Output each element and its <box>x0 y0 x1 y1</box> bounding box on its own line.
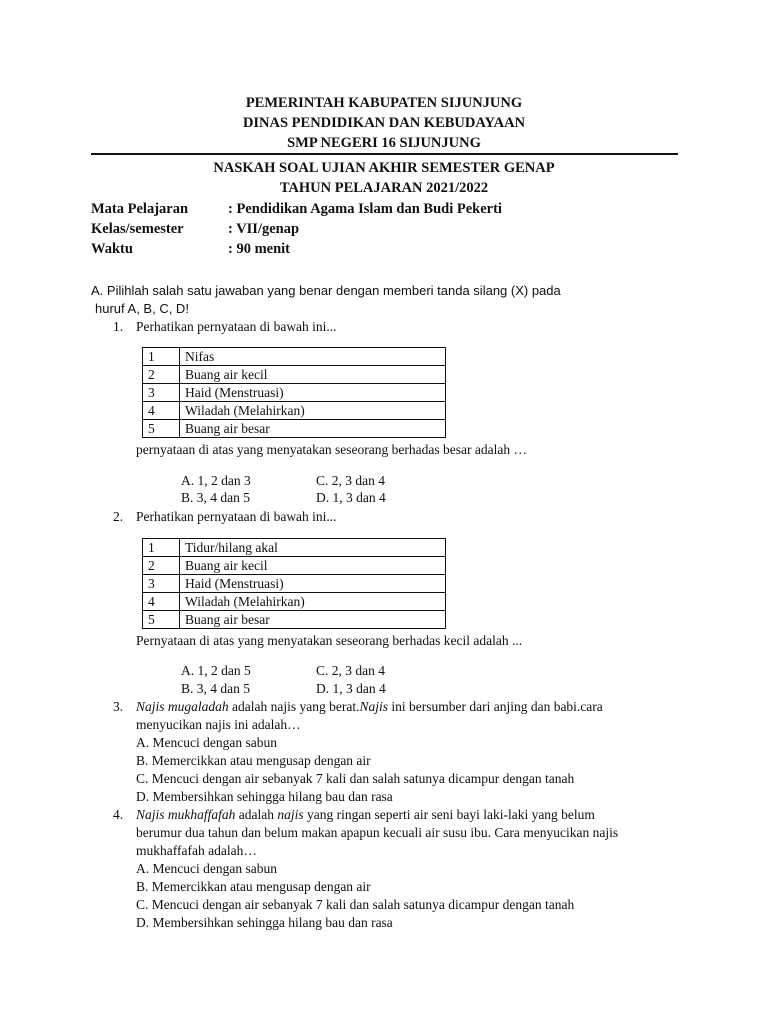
academic-year: TAHUN PELAJARAN 2021/2022 <box>279 180 489 196</box>
row-text: Buang air kecil <box>180 557 446 575</box>
dept-heading: DINAS PENDIDIKAN DAN KEBUDAYAAN <box>242 115 526 131</box>
row-text: Buang air besar <box>180 420 446 438</box>
q4-option-b[interactable]: B. Memercikkan atau mengusap dengan air <box>136 879 371 894</box>
table-row <box>143 348 446 366</box>
q2-option-d[interactable]: D. 1, 3 dan 4 <box>316 681 386 696</box>
q3-number: 3. <box>113 699 124 714</box>
q2-table <box>142 538 446 629</box>
q2-option-a[interactable]: A. 1, 2 dan 5 <box>181 663 251 678</box>
row-text: Wiladah (Melahirkan) <box>180 402 446 420</box>
row-text: Haid (Menstruasi) <box>180 384 446 402</box>
q1-prompt: Perhatikan pernyataan di bawah ini... <box>136 319 337 334</box>
header-divider <box>91 153 678 155</box>
row-number: 4 <box>143 402 180 420</box>
q1-option-d[interactable]: D. 1, 3 dan 4 <box>316 490 386 505</box>
q2-prompt: Perhatikan pernyataan di bawah ini... <box>136 509 337 524</box>
q4-line-2: berumur dua tahun dan belum makan apapun kecuali air susu ibu. Cara menyucikan najis <box>136 825 619 840</box>
q4-term-1: Najis mukhaffafah <box>136 807 236 822</box>
meta-class-label: Kelas/semester <box>91 221 184 237</box>
govt-heading: PEMERINTAH KABUPATEN SIJUNJUNG <box>245 95 523 111</box>
q3-option-c[interactable]: C. Mencuci dengan air sebanyak 7 kali dan salah satunya dicampur dengan tanah <box>136 771 575 786</box>
q2-option-c[interactable]: C. 2, 3 dan 4 <box>316 663 385 678</box>
q4-line-3: mukhaffafah adalah… <box>136 843 257 858</box>
q3-option-a[interactable]: A. Mencuci dengan sabun <box>136 735 277 750</box>
q3-line-1 <box>136 698 603 716</box>
q1-stem: pernyataan di atas yang menyatakan seseorang berhadas besar adalah … <box>136 442 527 457</box>
row-number: 2 <box>143 366 180 384</box>
table-row <box>143 575 446 593</box>
meta-subject-value: : Pendidikan Agama Islam dan Budi Pekerti <box>228 201 502 217</box>
q3-option-b[interactable]: B. Memercikkan atau mengusap dengan air <box>136 753 371 768</box>
row-text: Wiladah (Melahirkan) <box>180 593 446 611</box>
meta-time-value: : 90 menit <box>228 241 291 257</box>
instruction-line-1: A. Pilihlah salah satu jawaban yang benar dengan memberi tanda silang (X) pada <box>91 283 561 298</box>
instruction-line-2: huruf A, B, C, D! <box>95 301 189 316</box>
q4-option-d[interactable]: D. Membersihkan sehingga hilang bau dan rasa <box>136 915 393 930</box>
q4-option-c[interactable]: C. Mencuci dengan air sebanyak 7 kali dan salah satunya dicampur dengan tanah <box>136 897 575 912</box>
q2-number: 2. <box>113 509 124 524</box>
q3-term-1: Najis mugaladah <box>136 699 229 714</box>
row-text: Tidur/hilang akal <box>180 539 446 557</box>
row-number: 1 <box>143 539 180 557</box>
meta-time-label: Waktu <box>91 241 133 257</box>
q3-part-2: ini bersumber dari anjing dan babi.cara <box>387 699 603 714</box>
row-number: 5 <box>143 420 180 438</box>
table-row <box>143 593 446 611</box>
table-row <box>143 420 446 438</box>
q1-number: 1. <box>113 319 124 334</box>
q1-option-c[interactable]: C. 2, 3 dan 4 <box>316 473 385 488</box>
meta-subject-label: Mata Pelajaran <box>91 201 189 217</box>
row-text: Haid (Menstruasi) <box>180 575 446 593</box>
q4-line-1 <box>136 806 595 824</box>
table-row <box>143 402 446 420</box>
q4-part-1: adalah <box>235 807 278 822</box>
row-number: 2 <box>143 557 180 575</box>
q2-stem: Pernyataan di atas yang menyatakan seseorang berhadas kecil adalah ... <box>136 633 523 648</box>
q1-table <box>142 347 446 438</box>
exam-title: NASKAH SOAL UJIAN AKHIR SEMESTER GENAP <box>213 160 555 176</box>
row-number: 4 <box>143 593 180 611</box>
meta-class-value: : VII/genap <box>228 221 300 237</box>
table-row <box>143 366 446 384</box>
q1-option-a[interactable]: A. 1, 2 dan 3 <box>181 473 251 488</box>
table-row <box>143 611 446 629</box>
row-text: Buang air besar <box>180 611 446 629</box>
q4-number: 4. <box>113 807 124 822</box>
q4-term-2: najis <box>277 807 304 822</box>
row-number: 1 <box>143 348 180 366</box>
row-number: 3 <box>143 575 180 593</box>
row-text: Buang air kecil <box>180 366 446 384</box>
row-number: 5 <box>143 611 180 629</box>
school-heading: SMP NEGERI 16 SIJUNJUNG <box>287 135 481 151</box>
q4-option-a[interactable]: A. Mencuci dengan sabun <box>136 861 277 876</box>
q3-option-d[interactable]: D. Membersihkan sehingga hilang bau dan rasa <box>136 789 393 804</box>
row-number: 3 <box>143 384 180 402</box>
q3-term-2: Najis <box>359 699 388 714</box>
q4-part-2: yang ringan seperti air seni bayi laki-laki yang belum <box>303 807 595 822</box>
q2-option-b[interactable]: B. 3, 4 dan 5 <box>181 681 250 696</box>
q3-part-1: adalah najis yang berat. <box>228 699 360 714</box>
table-row <box>143 557 446 575</box>
row-text: Nifas <box>180 348 446 366</box>
table-row <box>143 539 446 557</box>
q1-option-b[interactable]: B. 3, 4 dan 5 <box>181 490 250 505</box>
table-row <box>143 384 446 402</box>
q3-line-2: menyucikan najis ini adalah… <box>136 717 301 732</box>
